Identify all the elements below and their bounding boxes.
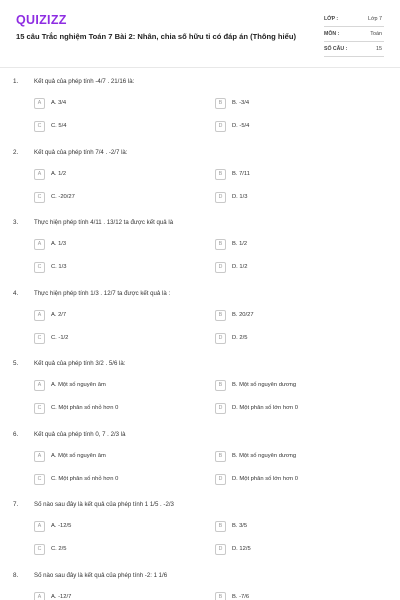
- option-text: A. -12/7: [51, 593, 72, 600]
- option-letter-box: C: [34, 474, 45, 485]
- option-text: A. 1/2: [51, 170, 67, 177]
- option-letter-box: D: [215, 262, 226, 273]
- option-c[interactable]: [34, 121, 194, 132]
- option-text: C. 1/3: [51, 264, 67, 270]
- option-letter-box: C: [34, 403, 45, 414]
- option-letter-box: D: [215, 403, 226, 414]
- option-letter-box: D: [215, 333, 226, 344]
- option-text: C. -1/2: [51, 334, 69, 341]
- option-text: C. Một phân số nhỏ hơn 0: [51, 475, 119, 482]
- option-text: B. Một số nguyên dương: [232, 382, 297, 388]
- option-letter-box: B: [215, 98, 226, 109]
- option-d[interactable]: [215, 333, 375, 344]
- option-letter-box: B: [215, 521, 226, 532]
- option-b[interactable]: [215, 521, 375, 532]
- option-c[interactable]: [34, 403, 194, 414]
- meta-row-class: [324, 12, 384, 27]
- option-a[interactable]: [34, 380, 194, 391]
- option-letter-box: C: [34, 192, 45, 203]
- question-number: 5.: [13, 360, 19, 367]
- question-number: 1.: [13, 78, 19, 85]
- question-item: [0, 501, 400, 572]
- option-b[interactable]: [215, 310, 375, 321]
- option-a[interactable]: [34, 239, 194, 250]
- option-c[interactable]: [34, 544, 194, 555]
- meta-row-count: [324, 42, 384, 57]
- option-d[interactable]: [215, 262, 375, 273]
- option-b[interactable]: [215, 451, 375, 462]
- question-text: Kết quả của phép tính -4/7 . 21/16 là:: [34, 78, 135, 85]
- option-letter-box: A: [34, 310, 45, 321]
- option-text: C. 2/5: [51, 546, 67, 552]
- option-text: B. 1/2: [232, 241, 248, 247]
- option-text: B. 3/5: [232, 523, 248, 529]
- option-c[interactable]: [34, 333, 194, 344]
- option-letter-box: B: [215, 310, 226, 321]
- question-text: Kết quả của phép tính 0, 7 . 2/3 là: [34, 430, 126, 438]
- option-letter-box: A: [34, 98, 45, 109]
- option-text: B. 20/27: [232, 311, 254, 318]
- question-number: 6.: [13, 430, 19, 438]
- option-d[interactable]: [215, 544, 375, 555]
- option-letter-box: D: [215, 192, 226, 203]
- worksheet-title: 15 câu Trắc nghiệm Toán 7 Bài 2: Nhân, chia số hữu tỉ có đáp án (Thông hiểu): [16, 32, 297, 41]
- option-b[interactable]: [215, 169, 375, 180]
- question-text: Thực hiện phép tính 4/11 . 13/12 ta được kết quả là: [34, 219, 174, 226]
- meta-value: Toán: [370, 31, 382, 37]
- option-letter-box: C: [34, 262, 45, 273]
- option-a[interactable]: [34, 98, 194, 109]
- option-text: A. Một số nguyên âm: [51, 452, 106, 459]
- option-d[interactable]: [215, 474, 375, 485]
- option-d[interactable]: [215, 121, 375, 132]
- option-text: B. -3/4: [232, 100, 250, 106]
- option-text: D. Một phân số lớn hơn 0: [232, 405, 298, 411]
- option-letter-box: C: [34, 544, 45, 555]
- option-letter-box: A: [34, 380, 45, 391]
- meta-value: 15: [376, 46, 382, 52]
- question-text: Thực hiện phép tính 1/3 . 12/7 ta được kết quả là :: [34, 289, 171, 297]
- question-number: 2.: [13, 148, 19, 156]
- option-text: A. 3/4: [51, 100, 67, 106]
- option-text: A. 2/7: [51, 311, 67, 318]
- meta-label: LỚP :: [324, 16, 339, 22]
- option-b[interactable]: [215, 592, 375, 600]
- option-text: D. 2/5: [232, 334, 248, 341]
- option-b[interactable]: [215, 239, 375, 250]
- question-number: 7.: [13, 501, 19, 508]
- option-b[interactable]: [215, 380, 375, 391]
- option-letter-box: B: [215, 239, 226, 250]
- meta-label: SỐ CÂU :: [324, 46, 348, 52]
- option-c[interactable]: [34, 474, 194, 485]
- question-text: Số nào sau đây là kết quả của phép tính -2: 1 1/6: [34, 571, 168, 579]
- option-letter-box: D: [215, 544, 226, 555]
- question-item: [0, 290, 400, 361]
- question-number: 4.: [13, 289, 19, 297]
- option-letter-box: D: [215, 474, 226, 485]
- meta-row-subject: [324, 27, 384, 42]
- worksheet-meta: [324, 12, 384, 57]
- option-letter-box: A: [34, 592, 45, 600]
- quizizz-logo: QUIZIZZ: [16, 13, 67, 27]
- option-letter-box: A: [34, 521, 45, 532]
- question-number: 8.: [13, 571, 19, 579]
- option-letter-box: A: [34, 451, 45, 462]
- option-b[interactable]: [215, 98, 375, 109]
- meta-label: MÔN :: [324, 31, 340, 37]
- option-d[interactable]: [215, 192, 375, 203]
- option-letter-box: D: [215, 121, 226, 132]
- question-item: [0, 219, 400, 290]
- meta-value: Lớp 7: [367, 16, 382, 22]
- option-text: C. -20/27: [51, 193, 75, 200]
- worksheet-header: [0, 0, 400, 68]
- question-text: Kết quả của phép tính 7/4 . -2/7 là:: [34, 148, 128, 156]
- option-letter-box: B: [215, 592, 226, 600]
- option-c[interactable]: [34, 262, 194, 273]
- option-a[interactable]: [34, 521, 194, 532]
- option-text: D. 1/2: [232, 264, 248, 270]
- question-item: [0, 431, 400, 502]
- option-letter-box: B: [215, 169, 226, 180]
- question-item: [0, 149, 400, 220]
- option-text: A. 1/3: [51, 241, 67, 247]
- option-text: C. Một phân số nhỏ hơn 0: [51, 405, 119, 411]
- header-divider: [0, 67, 400, 68]
- option-text: B. Một số nguyên dương: [232, 452, 297, 459]
- question-text: Kết quả của phép tính 3/2 . 5/6 là:: [34, 360, 126, 367]
- option-letter-box: B: [215, 451, 226, 462]
- option-a[interactable]: [34, 451, 194, 462]
- option-letter-box: A: [34, 239, 45, 250]
- question-item: [0, 572, 400, 600]
- option-c[interactable]: [34, 192, 194, 203]
- option-text: D. 12/5: [232, 546, 251, 552]
- question-number: 3.: [13, 219, 19, 226]
- option-letter-box: A: [34, 169, 45, 180]
- option-a[interactable]: [34, 592, 194, 600]
- option-text: A. Một số nguyên âm: [51, 382, 106, 388]
- option-a[interactable]: [34, 310, 194, 321]
- option-text: A. -12/5: [51, 523, 72, 529]
- question-list: [0, 78, 400, 600]
- option-text: D. 1/3: [232, 193, 248, 200]
- option-text: D. -5/4: [232, 123, 250, 129]
- option-a[interactable]: [34, 169, 194, 180]
- option-letter-box: C: [34, 121, 45, 132]
- option-text: B. 7/11: [232, 170, 250, 177]
- option-text: B. -7/6: [232, 593, 250, 600]
- option-text: D. Một phân số lớn hơn 0: [232, 475, 298, 482]
- question-item: [0, 78, 400, 149]
- option-d[interactable]: [215, 403, 375, 414]
- question-text: Số nào sau đây là kết quả của phép tính 1 1/5 . -2/3: [34, 501, 174, 508]
- option-text: C. 5/4: [51, 123, 67, 129]
- option-letter-box: C: [34, 333, 45, 344]
- option-letter-box: B: [215, 380, 226, 391]
- question-item: [0, 360, 400, 431]
